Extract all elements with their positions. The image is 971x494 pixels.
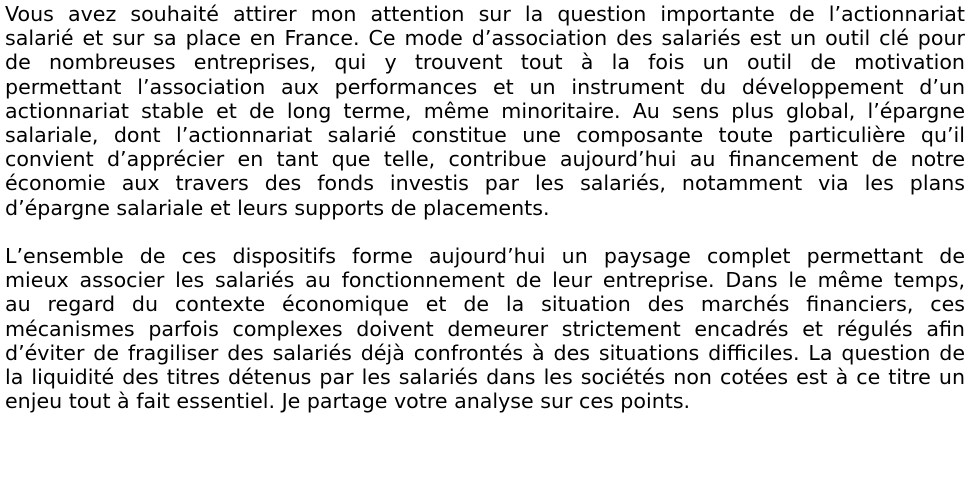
text-line: Vous avez souhaité attirer mon attention sur la question importante de l’actionnariat (5, 2, 965, 26)
text-line: économie aux travers des fonds investis par les salariés, notamment via les plans (5, 171, 965, 196)
text-line: convient d’apprécier en tant que telle, contribue aujourd’hui au financement de notre (5, 147, 965, 172)
text-line: d’éviter de fragiliser des salariés déjà confrontés à des situations difficiles. La question de (5, 340, 965, 365)
text-line: enjeu tout à fait essentiel. Je partage votre analyse sur ces points. (5, 389, 691, 414)
text-line: d’épargne salariale et leurs supports de placements. (5, 195, 550, 220)
text-line: L’ensemble de ces dispositifs forme aujourd’hui un paysage complet permettant de (5, 244, 965, 269)
text-line: salarié et sur sa place en France. Ce mode d’association des salariés est un outil clé pour (5, 26, 965, 51)
text-line: au regard du contexte économique et de la situation des marchés financiers, ces (5, 292, 965, 317)
text-line: actionnariat stable et de long terme, même minoritaire. Au sens plus global, l’épargne (5, 98, 965, 123)
text-line: mieux associer les salariés au fonctionnement de leur entreprise. Dans le même temps, (5, 268, 965, 293)
text-line: salariale, dont l’actionnariat salarié constitue une composante toute particulière qu’il (5, 123, 965, 148)
text-line: la liquidité des titres détenus par les salariés dans les sociétés non cotées est à ce titre un (5, 365, 965, 390)
paragraph-1 (5, 2, 965, 220)
paragraph-2 (5, 244, 965, 413)
text-line: mécanismes parfois complexes doivent demeurer strictement encadrés et régulés afin (5, 316, 965, 341)
text-line: permettant l’association aux performances et un instrument du développement d’un (5, 74, 965, 99)
text-line: de nombreuses entreprises, qui y trouvent tout à la fois un outil de motivation (5, 50, 965, 75)
